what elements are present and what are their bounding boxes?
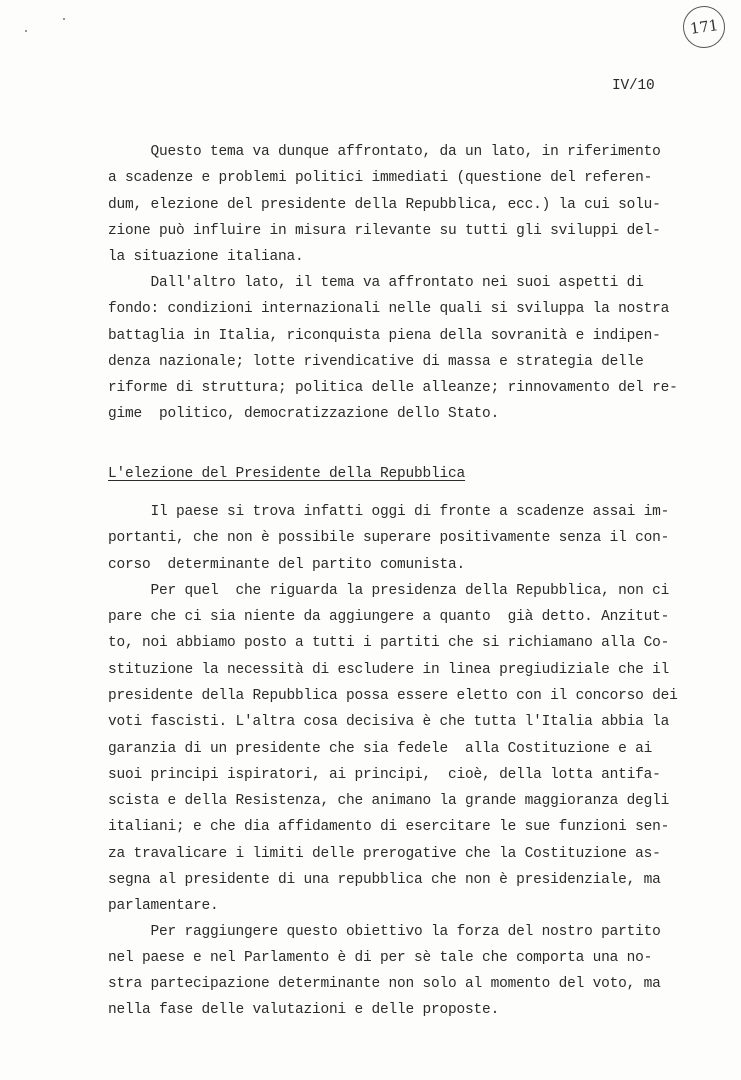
scan-speck	[63, 18, 65, 20]
text-line: a scadenze e problemi politici immediati (questione del referen-	[108, 170, 653, 186]
text-line: zione può influire in misura rilevante su tutti gli sviluppi del-	[108, 223, 661, 239]
text-line: battaglia in Italia, riconquista piena della sovranità e indipen-	[108, 328, 661, 344]
archive-stamp: 171	[680, 3, 727, 50]
text-line: Questo tema va dunque affrontato, da un lato, in riferimento	[108, 144, 661, 160]
text-line: corso determinante del partito comunista.	[108, 557, 466, 573]
text-line: la situazione italiana.	[108, 249, 304, 265]
text-line: suoi principi ispiratori, ai principi, cioè, della lotta antifa-	[108, 767, 661, 783]
text-line: nel paese e nel Parlamento è di per sè tale che comporta una no-	[108, 950, 653, 966]
text-line: stra partecipazione determinante non solo al momento del voto, ma	[108, 976, 661, 992]
scan-speck	[25, 30, 27, 32]
text-line: nella fase delle valutazioni e delle proposte.	[108, 1002, 500, 1018]
text-line: pare che ci sia niente da aggiungere a quanto già detto. Anzitut-	[108, 609, 670, 625]
text-line: za travalicare i limiti delle prerogative che la Costituzione as-	[108, 846, 661, 862]
text-line: Per quel che riguarda la presidenza della Repubblica, non ci	[108, 583, 670, 599]
text-line: italiani; e che dia affidamento di esercitare le sue funzioni sen-	[108, 819, 670, 835]
text-line: parlamentare.	[108, 898, 219, 914]
text-line: garanzia di un presidente che sia fedele alla Costituzione e ai	[108, 741, 653, 757]
text-line: scista e della Resistenza, che animano la grande maggioranza degli	[108, 793, 670, 809]
text-line: stituzione la necessità di escludere in linea pregiudiziale che il	[108, 662, 670, 678]
section-heading: L'elezione del Presidente della Repubblica	[108, 466, 466, 482]
text-line: segna al presidente di una repubblica che non è presidenziale, ma	[108, 872, 661, 888]
text-line: fondo: condizioni internazionali nelle quali si sviluppa la nostra	[108, 301, 670, 317]
text-line: Dall'altro lato, il tema va affrontato nei suoi aspetti di	[108, 275, 644, 291]
page-number: IV/10	[612, 78, 655, 94]
text-line: voti fascisti. L'altra cosa decisiva è che tutta l'Italia abbia la	[108, 714, 670, 730]
text-line: riforme di struttura; politica delle alleanze; rinnovamento del re-	[108, 380, 678, 396]
text-line: dum, elezione del presidente della Repubblica, ecc.) la cui solu-	[108, 197, 661, 213]
text-line: Il paese si trova infatti oggi di fronte a scadenze assai im-	[108, 504, 670, 520]
text-line: gime politico, democratizzazione dello Stato.	[108, 406, 500, 422]
text-line: portanti, che non è possibile superare positivamente senza il con-	[108, 530, 670, 546]
text-line: Per raggiungere questo obiettivo la forza del nostro partito	[108, 924, 661, 940]
text-line: denza nazionale; lotte rivendicative di massa e strategia delle	[108, 354, 644, 370]
text-line: to, noi abbiamo posto a tutti i partiti che si richiamano alla Co-	[108, 635, 670, 651]
text-line: presidente della Repubblica possa essere eletto con il concorso dei	[108, 688, 678, 704]
